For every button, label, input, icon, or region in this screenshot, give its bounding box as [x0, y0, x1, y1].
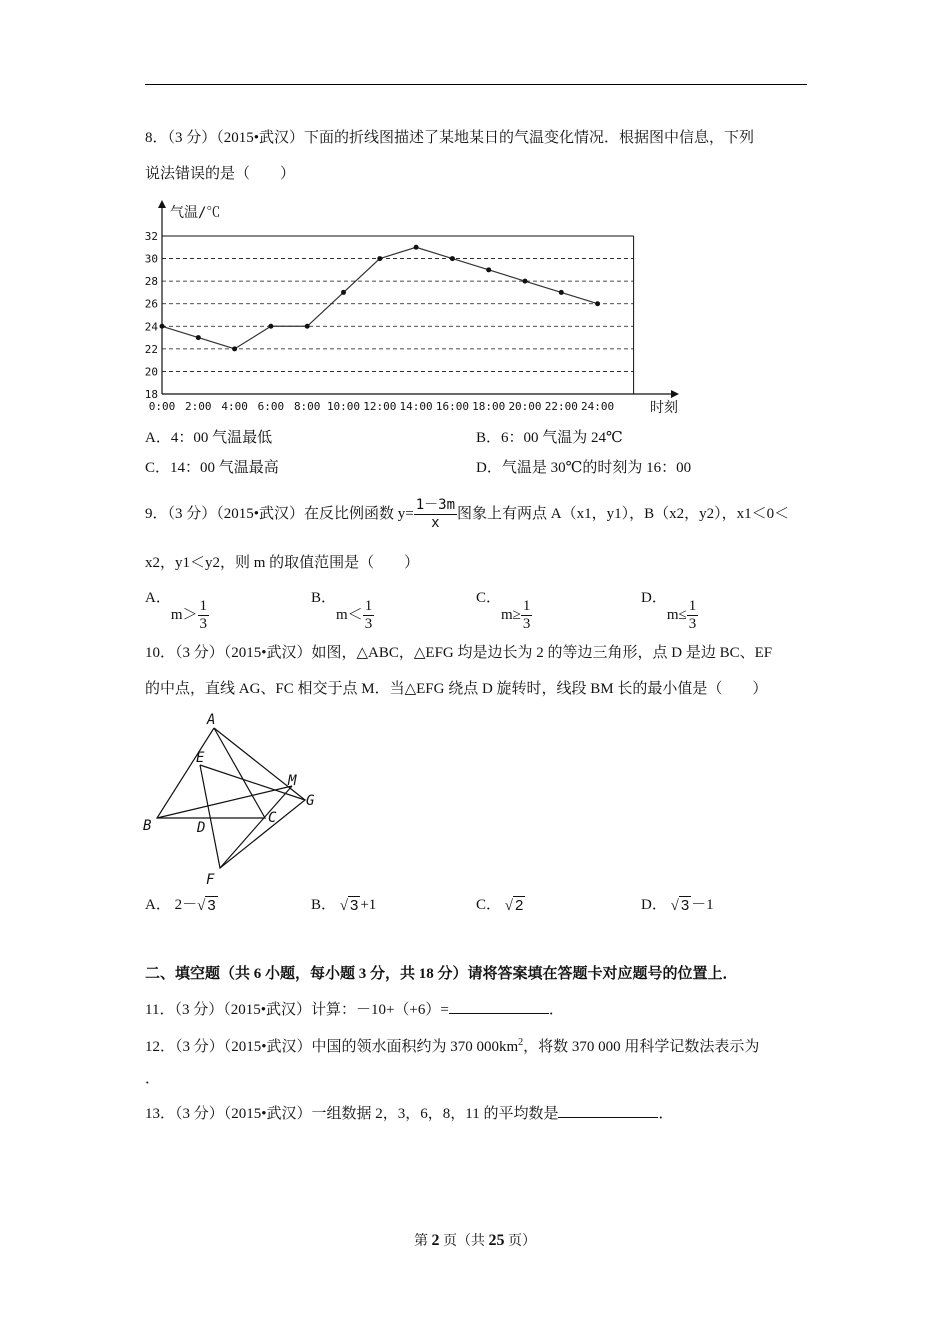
- q9-stem-pre: 9．（3 分）（2015•武汉）在反比例函数 y=: [145, 506, 414, 522]
- q9-stem-line2: x2，y1＜y2，则 m 的取值范围是（ ）: [145, 555, 420, 571]
- x-tick-4: 8:00: [293, 400, 321, 413]
- x-tick-8: 16:00: [435, 400, 469, 413]
- q9-option-d-label: D．: [641, 590, 667, 606]
- y-tick-32: 32: [144, 230, 158, 243]
- q10-option-d-label: D．: [641, 897, 667, 913]
- x-tick-12: 24:00: [581, 400, 615, 413]
- q13-text: 13．（3 分）（2015•武汉）一组数据 2，3，6，8，11 的平均数是: [145, 1106, 559, 1122]
- data-point-3: [268, 324, 273, 329]
- q10-option-a-label: A．: [145, 897, 171, 913]
- q9-fraction: [414, 497, 457, 532]
- q9-option-b-expr: m＜: [336, 606, 363, 623]
- data-point-7: [414, 245, 419, 250]
- data-point-4: [305, 324, 310, 329]
- q10-option-c-label: C．: [476, 897, 502, 913]
- data-point-2: [232, 346, 237, 351]
- q10-option-c-sqrt: √ 2: [504, 897, 524, 915]
- q10-option-c: [476, 895, 525, 916]
- q12-stem-line1: [145, 1033, 759, 1057]
- footer-total-pages: 25: [488, 1232, 505, 1249]
- q10-option-b-sqrt: √ 3: [339, 897, 359, 915]
- y-tick-20: 20: [144, 365, 158, 379]
- data-point-5: [341, 290, 346, 295]
- q12-pre: 12．（3 分）（2015•武汉）中国的领水面积约为 370 000km: [145, 1039, 519, 1055]
- q9-option-b-frac: [363, 598, 375, 633]
- q13-answer-blank[interactable]: [558, 1103, 658, 1118]
- label-c: C: [268, 810, 277, 826]
- page-footer: [0, 1230, 950, 1250]
- q8-option-d: D．气温是 30℃的时刻为 16：00: [476, 460, 692, 476]
- x-axis-arrow: [671, 390, 679, 398]
- q9-option-a-frac: [198, 598, 210, 633]
- q9-option-d: [641, 588, 698, 633]
- data-point-8: [450, 256, 455, 261]
- q8-option-a: A．4：00 气温最低: [145, 430, 273, 446]
- y-tick-18: 18: [144, 388, 158, 401]
- q9-option-a-den: 3: [199, 616, 208, 632]
- q10-option-a: [145, 895, 218, 916]
- label-g: G: [306, 793, 315, 809]
- data-point-0: [160, 324, 165, 329]
- chart-y-ticks: [145, 230, 159, 401]
- label-b: B: [143, 818, 152, 834]
- q9-option-c-num: 1: [522, 598, 531, 614]
- q8-option-b: B．6：00 气温为 24℃: [476, 430, 623, 446]
- data-point-11: [559, 290, 564, 295]
- q10-option-d-post: －1: [691, 897, 714, 913]
- q10-option-a-pre: 2－: [174, 897, 198, 913]
- label-m: M: [288, 773, 297, 789]
- x-tick-5: 10:00: [326, 400, 361, 413]
- q9-option-a-expr: m＞: [170, 606, 198, 623]
- q11-answer-blank[interactable]: [449, 999, 549, 1014]
- q9-option-a-num: 1: [199, 598, 208, 614]
- q9-option-d-expr: m≤: [666, 606, 687, 623]
- label-f: F: [206, 872, 215, 888]
- y-tick-28: 28: [144, 275, 158, 289]
- q10-option-d-radicand: 3: [680, 897, 690, 915]
- q11-text: 11．（3 分）（2015•武汉）计算：－10+（+6）=: [145, 1002, 449, 1018]
- y-tick-24: 24: [144, 320, 158, 334]
- q10-option-c-radicand: 2: [515, 897, 524, 915]
- chart-xlabel: 时刻: [650, 400, 678, 416]
- q10-stem-line1: 10．（3 分）（2015•武汉）如图，△ABC，△EFG 均是边长为 2 的等边三角形，点 D 是边 BC、EF: [145, 645, 773, 661]
- q11-stem: [145, 999, 564, 1020]
- chart-grid: [162, 259, 634, 372]
- line-fm: [220, 786, 292, 868]
- q8-option-c: C．14：00 气温最高: [145, 460, 279, 476]
- x-tick-3: 6:00: [257, 400, 285, 413]
- x-tick-0: 0:00: [148, 400, 176, 413]
- q9-option-c: [476, 588, 532, 633]
- q10-option-b-post: +1: [360, 897, 377, 913]
- x-tick-1: 2:00: [185, 400, 212, 413]
- q10-option-d: [641, 895, 714, 916]
- q9-option-c-expr: m≥: [501, 606, 521, 623]
- temperature-line: [162, 247, 598, 349]
- q10-geometry-figure: [140, 708, 330, 888]
- label-e: E: [196, 750, 205, 766]
- x-tick-9: 18:00: [472, 400, 506, 413]
- x-tick-10: 20:00: [508, 400, 542, 413]
- q9-option-a: [145, 588, 209, 633]
- x-tick-7: 14:00: [399, 400, 433, 413]
- q13-end: ．: [658, 1106, 674, 1122]
- q9-stem-post: 图象上有两点 A（x1，y1），B（x2，y2），x1＜0＜: [457, 506, 790, 522]
- q9-option-c-den: 3: [522, 616, 531, 632]
- line-am: [214, 728, 305, 800]
- chart-x-ticks: [149, 400, 614, 413]
- q9-option-d-den: 3: [688, 616, 697, 632]
- y-tick-30: 30: [144, 252, 158, 266]
- footer-page-number: 2: [431, 1232, 440, 1249]
- q9-option-b-den: 3: [364, 616, 373, 632]
- y-tick-26: 26: [144, 297, 158, 311]
- temperature-line-chart: [140, 196, 690, 421]
- q9-stem-line1: [145, 494, 789, 534]
- label-d: D: [197, 820, 206, 836]
- q10-option-b-radicand: 3: [350, 897, 359, 915]
- data-point-1: [196, 335, 201, 340]
- q8-stem-line2: 说法错误的是（ ）: [145, 166, 296, 182]
- q10-stem-line2: 的中点，直线 AG、FC 相交于点 M．当△EFG 绕点 D 旋转时，线段 BM 长的最小值是（ ）: [145, 681, 768, 697]
- q9-frac-num: 1－3m: [415, 497, 456, 514]
- y-axis-arrow: [158, 200, 166, 208]
- q10-option-a-sqrt: √ 3: [197, 897, 216, 915]
- q9-option-a-label: A．: [145, 590, 171, 606]
- q9-option-c-frac: [521, 598, 533, 633]
- x-tick-2: 4:00: [221, 400, 248, 413]
- q9-frac-den: x: [431, 515, 440, 532]
- footer-post: 页）: [504, 1234, 536, 1249]
- chart-series: [160, 245, 601, 352]
- q9-option-b-label: B．: [311, 590, 337, 606]
- q12-post: ，将数 370 000 用科学记数法表示为: [523, 1039, 760, 1055]
- header-rule: [145, 84, 807, 85]
- footer-pre: 第: [414, 1234, 432, 1249]
- data-point-12: [595, 301, 600, 306]
- q11-end: ．: [548, 1002, 564, 1018]
- chart-axes: [158, 200, 679, 398]
- q12-stem-line2: ．: [145, 1071, 161, 1087]
- q9-option-d-frac: [687, 598, 699, 633]
- label-a: A: [207, 712, 216, 728]
- x-tick-11: 22:00: [544, 400, 578, 413]
- q9-option-b-num: 1: [364, 598, 373, 614]
- data-point-10: [523, 279, 528, 284]
- x-tick-6: 12:00: [363, 400, 397, 413]
- q13-stem: [145, 1103, 673, 1124]
- q10-option-b-label: B．: [311, 897, 337, 913]
- footer-mid: 页（共: [439, 1234, 489, 1249]
- chart-ylabel: 气温/℃: [170, 205, 221, 221]
- q8-stem-line1: 8．（3 分）（2015•武汉）下面的折线图描述了某地某日的气温变化情况．根据图中信息，下列: [145, 130, 755, 146]
- q10-option-b: [311, 895, 376, 916]
- q9-option-d-num: 1: [688, 598, 697, 614]
- section-2-heading: 二、填空题（共 6 小题，每小题 3 分，共 18 分）请将答案填在答题卡对应题号的位置上．: [145, 966, 738, 982]
- triangle-abc: [157, 728, 265, 818]
- q12-sup: 2: [518, 1037, 524, 1048]
- q9-option-b: [311, 588, 374, 633]
- data-point-6: [377, 256, 382, 261]
- q10-option-d-sqrt: √ 3: [670, 897, 690, 915]
- data-point-9: [486, 267, 491, 272]
- y-tick-22: 22: [144, 342, 158, 356]
- q10-option-a-radicand: 3: [207, 897, 216, 915]
- q9-option-c-label: C．: [476, 590, 502, 606]
